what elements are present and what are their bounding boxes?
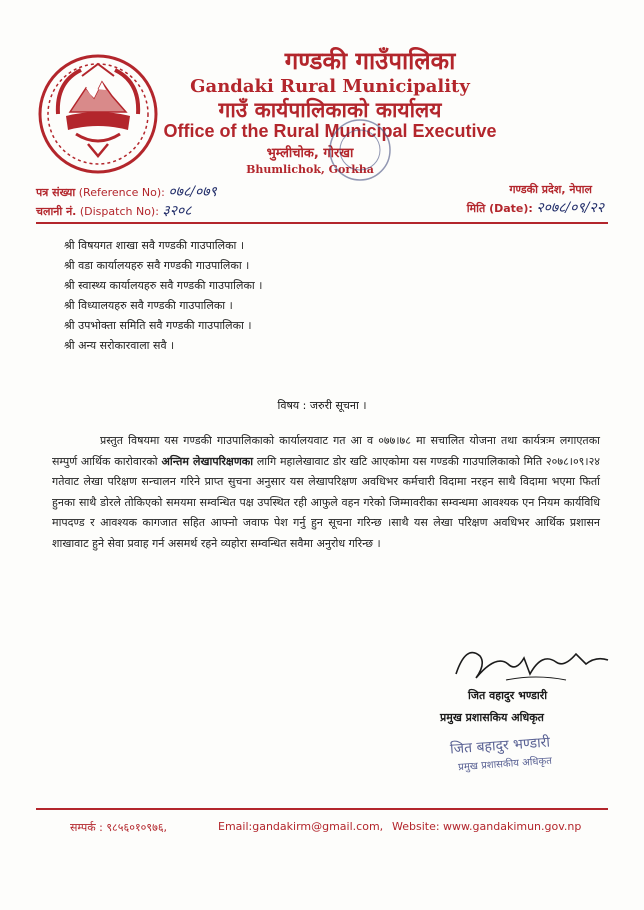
- recipient-item: श्री अन्य सरोकारवाला सवै ।: [64, 339, 175, 352]
- date-value: २०७८/०९/२२: [536, 200, 604, 216]
- office-name-english: Office of the Rural Municipal Executive: [163, 121, 497, 141]
- dispatch-value: ३२०८: [162, 203, 192, 219]
- reference-value: ०७८/०७९: [168, 184, 217, 200]
- nepal-emblem-icon: [36, 52, 160, 176]
- recipient-item: श्री विध्यालयहरु सवै गण्डकी गाउपालिका ।: [64, 299, 233, 312]
- recipient-item: श्री स्वास्थ्य कार्यालयहरु सवै गण्डकी गाउपालिका ।: [64, 279, 263, 292]
- body-emphasis: अन्तिम लेखापरिक्षणका: [161, 454, 254, 468]
- recipient-item: श्री उपभोक्ता समिति सवै गण्डकी गाउपालिका ।: [64, 319, 252, 332]
- footer-phone: सम्पर्क : ९८५६०१०९७६,: [70, 821, 168, 834]
- footer-divider: [36, 808, 608, 810]
- letterhead-title-nepali: गण्डकी गाउँपालिका: [284, 47, 456, 75]
- reference-number: पत्र संख्या (Reference No): ०७८/०७९: [36, 184, 217, 200]
- office-name-nepali: गाउँ कार्यपालिकाको कार्यालय: [218, 98, 442, 122]
- header-divider: [36, 222, 608, 224]
- location-nepali: भुम्लीचोक, गोरखा: [266, 146, 354, 161]
- name-stamp: जित बहादुर भण्डारी: [449, 734, 551, 758]
- letterhead-title-english: Gandaki Rural Municipality: [190, 76, 470, 97]
- recipient-item: श्री विषयगत शाखा सवै गण्डकी गाउपालिका ।: [64, 239, 245, 252]
- footer-email[interactable]: Email:gandakirm@gmail.com,: [218, 820, 384, 833]
- location-english: Bhumlichok, Gorkha: [246, 163, 374, 176]
- letter-subject: विषय : जरुरी सूचना ।: [277, 399, 367, 412]
- signatory-name: जित वहादुर भण्डारी: [468, 689, 548, 702]
- signatory-title: प्रमुख प्रशासकिय अधिकृत: [440, 711, 544, 724]
- title-stamp: प्रमुख प्रशासकीय अधिकृत: [457, 755, 553, 774]
- footer-website[interactable]: Website: www.gandakimun.gov.np: [392, 820, 582, 833]
- dispatch-number: चलानी नं. (Dispatch No): ३२०८: [36, 203, 192, 219]
- recipient-list: [64, 236, 262, 356]
- letter-date: मिति (Date): २०७८/०९/२२: [466, 200, 604, 216]
- office-seal-icon: [326, 116, 394, 184]
- letter-body: प्रस्तुत विषयमा यस गण्डकी गाउपालिकाको कार्यालयवाट गत आ व ०७७।७८ मा सचालित योजना तथा कार्यत्रःम लगाएतका सम्पुर्ण आर्थिक कारोवारको अन्तिम लेखापरिक्षणका लागि महालेखावाट डोर खटि आएकोमा यस गण्डकी गाउपालिकाको मिति २०७८।०९।२४ गतेवाट लेखा परिक्षण सन्चालन गरिने प्राप्त सुचना अनुसार यस लेखापरिक्षण अवधिभर कर्मचारी विदामा नरहन साथै विदामा भएमा फिर्ता हुनका साथै डोरले तोकिएको समयमा सम्वन्धित पक्ष उपस्थित रही आफुले वहन गरेको जिम्मावरीका सम्वन्धमा आवश्यक एन नियम कार्यविधि मापदण्ड र आवश्यक कागजात सहित आफ्नो जवाफ पेश गर्नु हुन सूचना गरिन्छ ।साथै यस लेखा परिक्षण अवधिभर आर्थिक प्रशासन शाखावाट हुने सेवा प्रवाह गर्न असमर्थ रहने व्यहोरा सम्वन्धित सवैमा अनुरोध गरिन्छ ।: [52, 434, 601, 550]
- recipient-item: श्री वडा कार्यालयहरु सवै गण्डकी गाउपालिका ।: [64, 259, 250, 272]
- signature-icon: [446, 634, 616, 690]
- province-label: गण्डकी प्रदेश, नेपाल: [509, 183, 592, 196]
